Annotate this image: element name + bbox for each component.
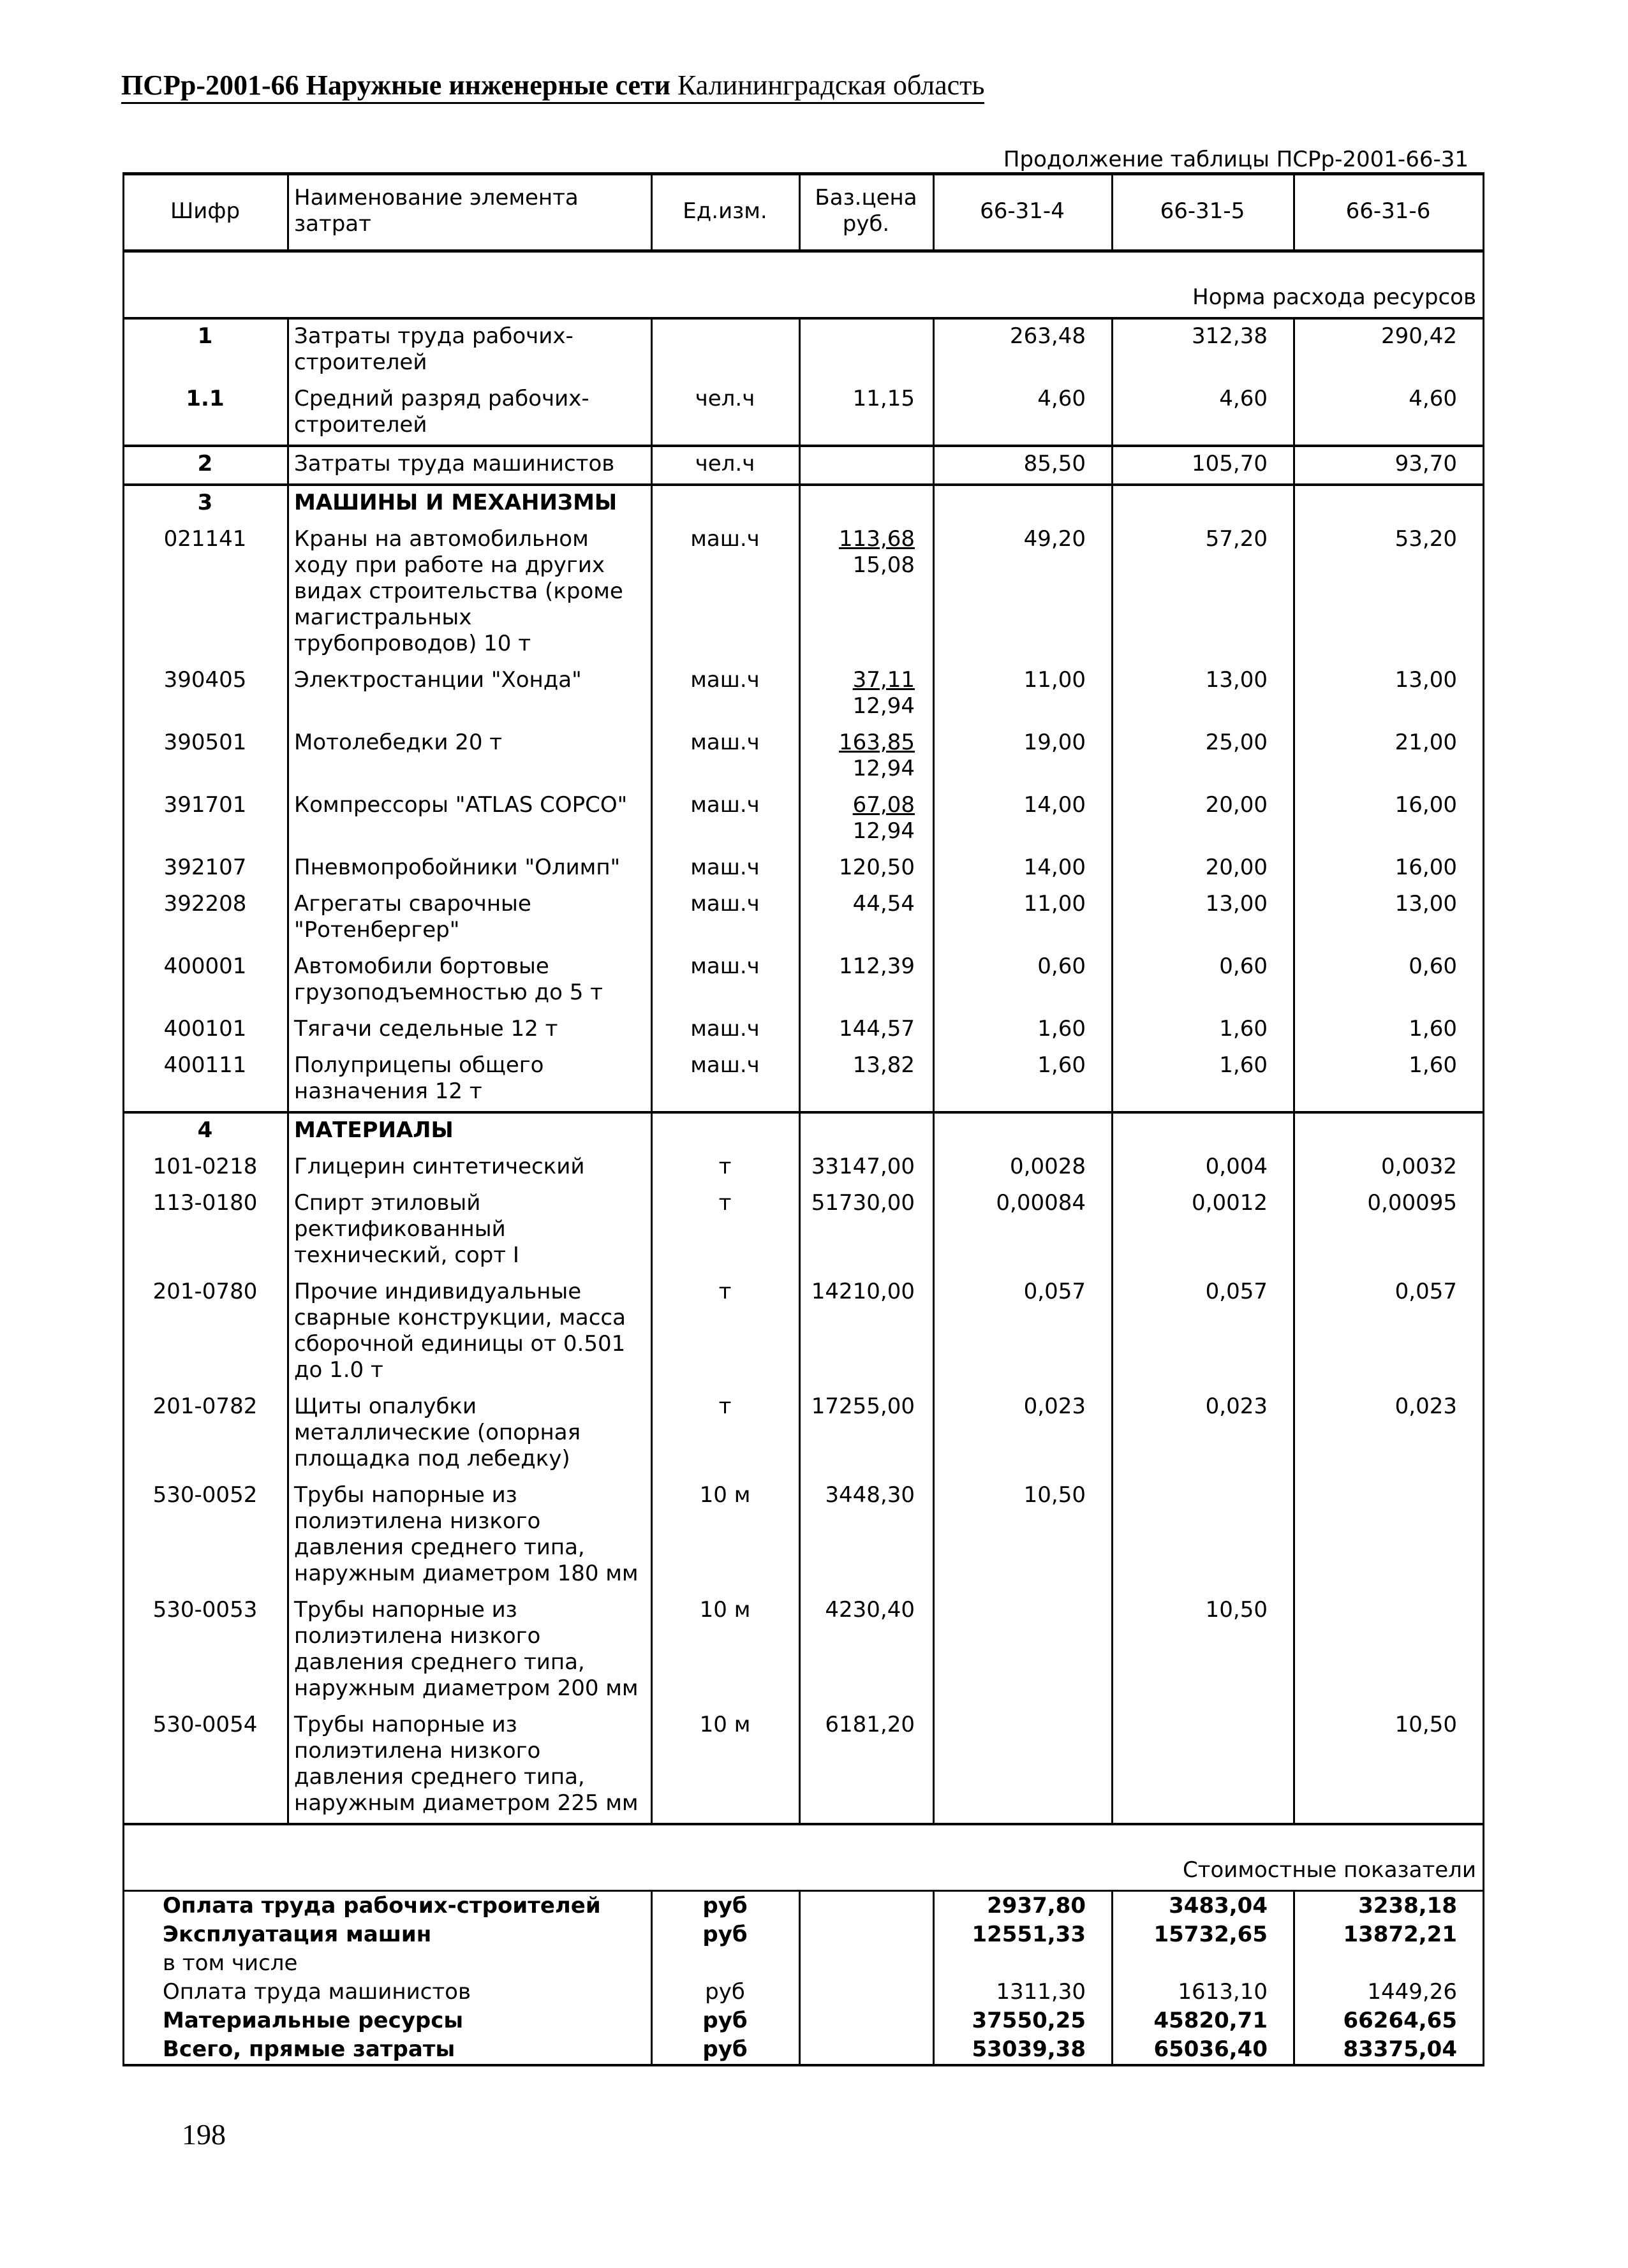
machines-section-row: 3 МАШИНЫ И МЕХАНИЗМЫ (124, 485, 1484, 522)
table-row: 530-0053 Трубы напорные из полиэтилена низкого давления среднего типа, наружным диаметром 200 мм 10 м 4230,40 10,50 (124, 1593, 1484, 1708)
col-header-price: Баз.цена руб. (800, 174, 934, 251)
col-header-code: Шифр (124, 174, 288, 251)
table-header-row (124, 174, 1484, 251)
table-row: 021141 Краны на автомобильном ходу при работе на других видах строительства (кроме магистральных трубопроводов) 10 т маш.ч 113,68 15,08 49,20 57,20 53,20 (124, 522, 1484, 663)
table-row: 2 Затраты труда машинистов чел.ч 85,50 105,70 93,70 (124, 446, 1484, 485)
section-title-machines: МАШИНЫ И МЕХАНИЗМЫ (288, 485, 652, 522)
header-region: Калининградская область (677, 70, 985, 101)
cost-row: Оплата труда рабочих-строителей руб 2937,80 3483,04 3238,18 (124, 1891, 1484, 1921)
col-header-unit: Ед.изм. (652, 174, 800, 251)
cost-row: Оплата труда машинистов руб 1311,30 1613,10 1449,26 (124, 1978, 1484, 2007)
col-header-66-31-4: 66-31-4 (934, 174, 1113, 251)
table-row: 390405 Электростанции "Хонда" маш.ч 37,11 12,94 11,00 13,00 13,00 (124, 663, 1484, 726)
norm-section-row (124, 251, 1484, 319)
table-row: 391701 Компрессоры "ATLAS COPCO" маш.ч 67,08 12,94 14,00 20,00 16,00 (124, 788, 1484, 851)
table-row: 1 Затраты труда рабочих-строителей 263,48 312,38 290,42 (124, 318, 1484, 382)
table-row: 530-0052 Трубы напорные из полиэтилена низкого давления среднего типа, наружным диаметром 180 мм 10 м 3448,30 10,50 (124, 1478, 1484, 1593)
table-row: 113-0180 Спирт этиловый ректификованный технический, сорт I т 51730,00 0,00084 0,0012 0,00095 (124, 1186, 1484, 1275)
table-row: 392208 Агрегаты сварочные "Ротенбергер" маш.ч 44,54 11,00 13,00 13,00 (124, 887, 1484, 950)
header-title-bold: ПСРр-2001-66 Наружные инженерные сети (121, 70, 671, 101)
table-row: 400101 Тягачи седельные 12 т маш.ч 144,57 1,60 1,60 1,60 (124, 1012, 1484, 1049)
table-row: 400001 Автомобили бортовые грузоподъемностью до 5 т маш.ч 112,39 0,60 0,60 0,60 (124, 950, 1484, 1012)
materials-section-row: 4 МАТЕРИАЛЫ (124, 1112, 1484, 1150)
cost-row-total: Всего, прямые затраты руб 53039,38 65036,40 83375,04 (124, 2035, 1484, 2065)
col-header-66-31-6: 66-31-6 (1294, 174, 1484, 251)
table-row: 201-0782 Щиты опалубки металлические (опорная площадка под лебедку) т 17255,00 0,023 0,023 0,023 (124, 1390, 1484, 1478)
cost-section-title: Стоимостные показатели (124, 1824, 1484, 1891)
table-row: 392107 Пневмопробойники "Олимп" маш.ч 120,50 14,00 20,00 16,00 (124, 851, 1484, 887)
cost-row: Материальные ресурсы руб 37550,25 45820,71 66264,65 (124, 2007, 1484, 2035)
table-row: 530-0054 Трубы напорные из полиэтилена низкого давления среднего типа, наружным диаметром 225 мм 10 м 6181,20 10,50 (124, 1708, 1484, 1824)
page-number: 198 (182, 2118, 226, 2151)
cost-section-row (124, 1824, 1484, 1891)
col-header-66-31-5: 66-31-5 (1113, 174, 1294, 251)
col-header-name: Наименование элемента затрат (288, 174, 652, 251)
cost-row: в том числе (124, 1949, 1484, 1978)
norm-section-title: Норма расхода ресурсов (124, 251, 1484, 319)
page-header (121, 69, 984, 104)
section-title-materials: МАТЕРИАЛЫ (288, 1112, 652, 1150)
table-row: 1.1 Средний разряд рабочих-строителей чел.ч 11,15 4,60 4,60 4,60 (124, 382, 1484, 446)
table-row: 201-0780 Прочие индивидуальные сварные конструкции, масса сборочной единицы от 0.501 до 1.0 т т 14210,00 0,057 0,057 0,057 (124, 1275, 1484, 1390)
table-continuation-label: Продолжение таблицы ПСРр-2001-66-31 (1003, 147, 1469, 172)
table-row: 400111 Полуприцепы общего назначения 12 т маш.ч 13,82 1,60 1,60 1,60 (124, 1049, 1484, 1112)
table-row: 101-0218 Глицерин синтетический т 33147,00 0,0028 0,004 0,0032 (124, 1150, 1484, 1186)
table-row: 390501 Мотолебедки 20 т маш.ч 163,85 12,94 19,00 25,00 21,00 (124, 726, 1484, 788)
cost-row: Эксплуатация машин руб 12551,33 15732,65 13872,21 (124, 1920, 1484, 1949)
resource-norms-table (122, 172, 1484, 2066)
